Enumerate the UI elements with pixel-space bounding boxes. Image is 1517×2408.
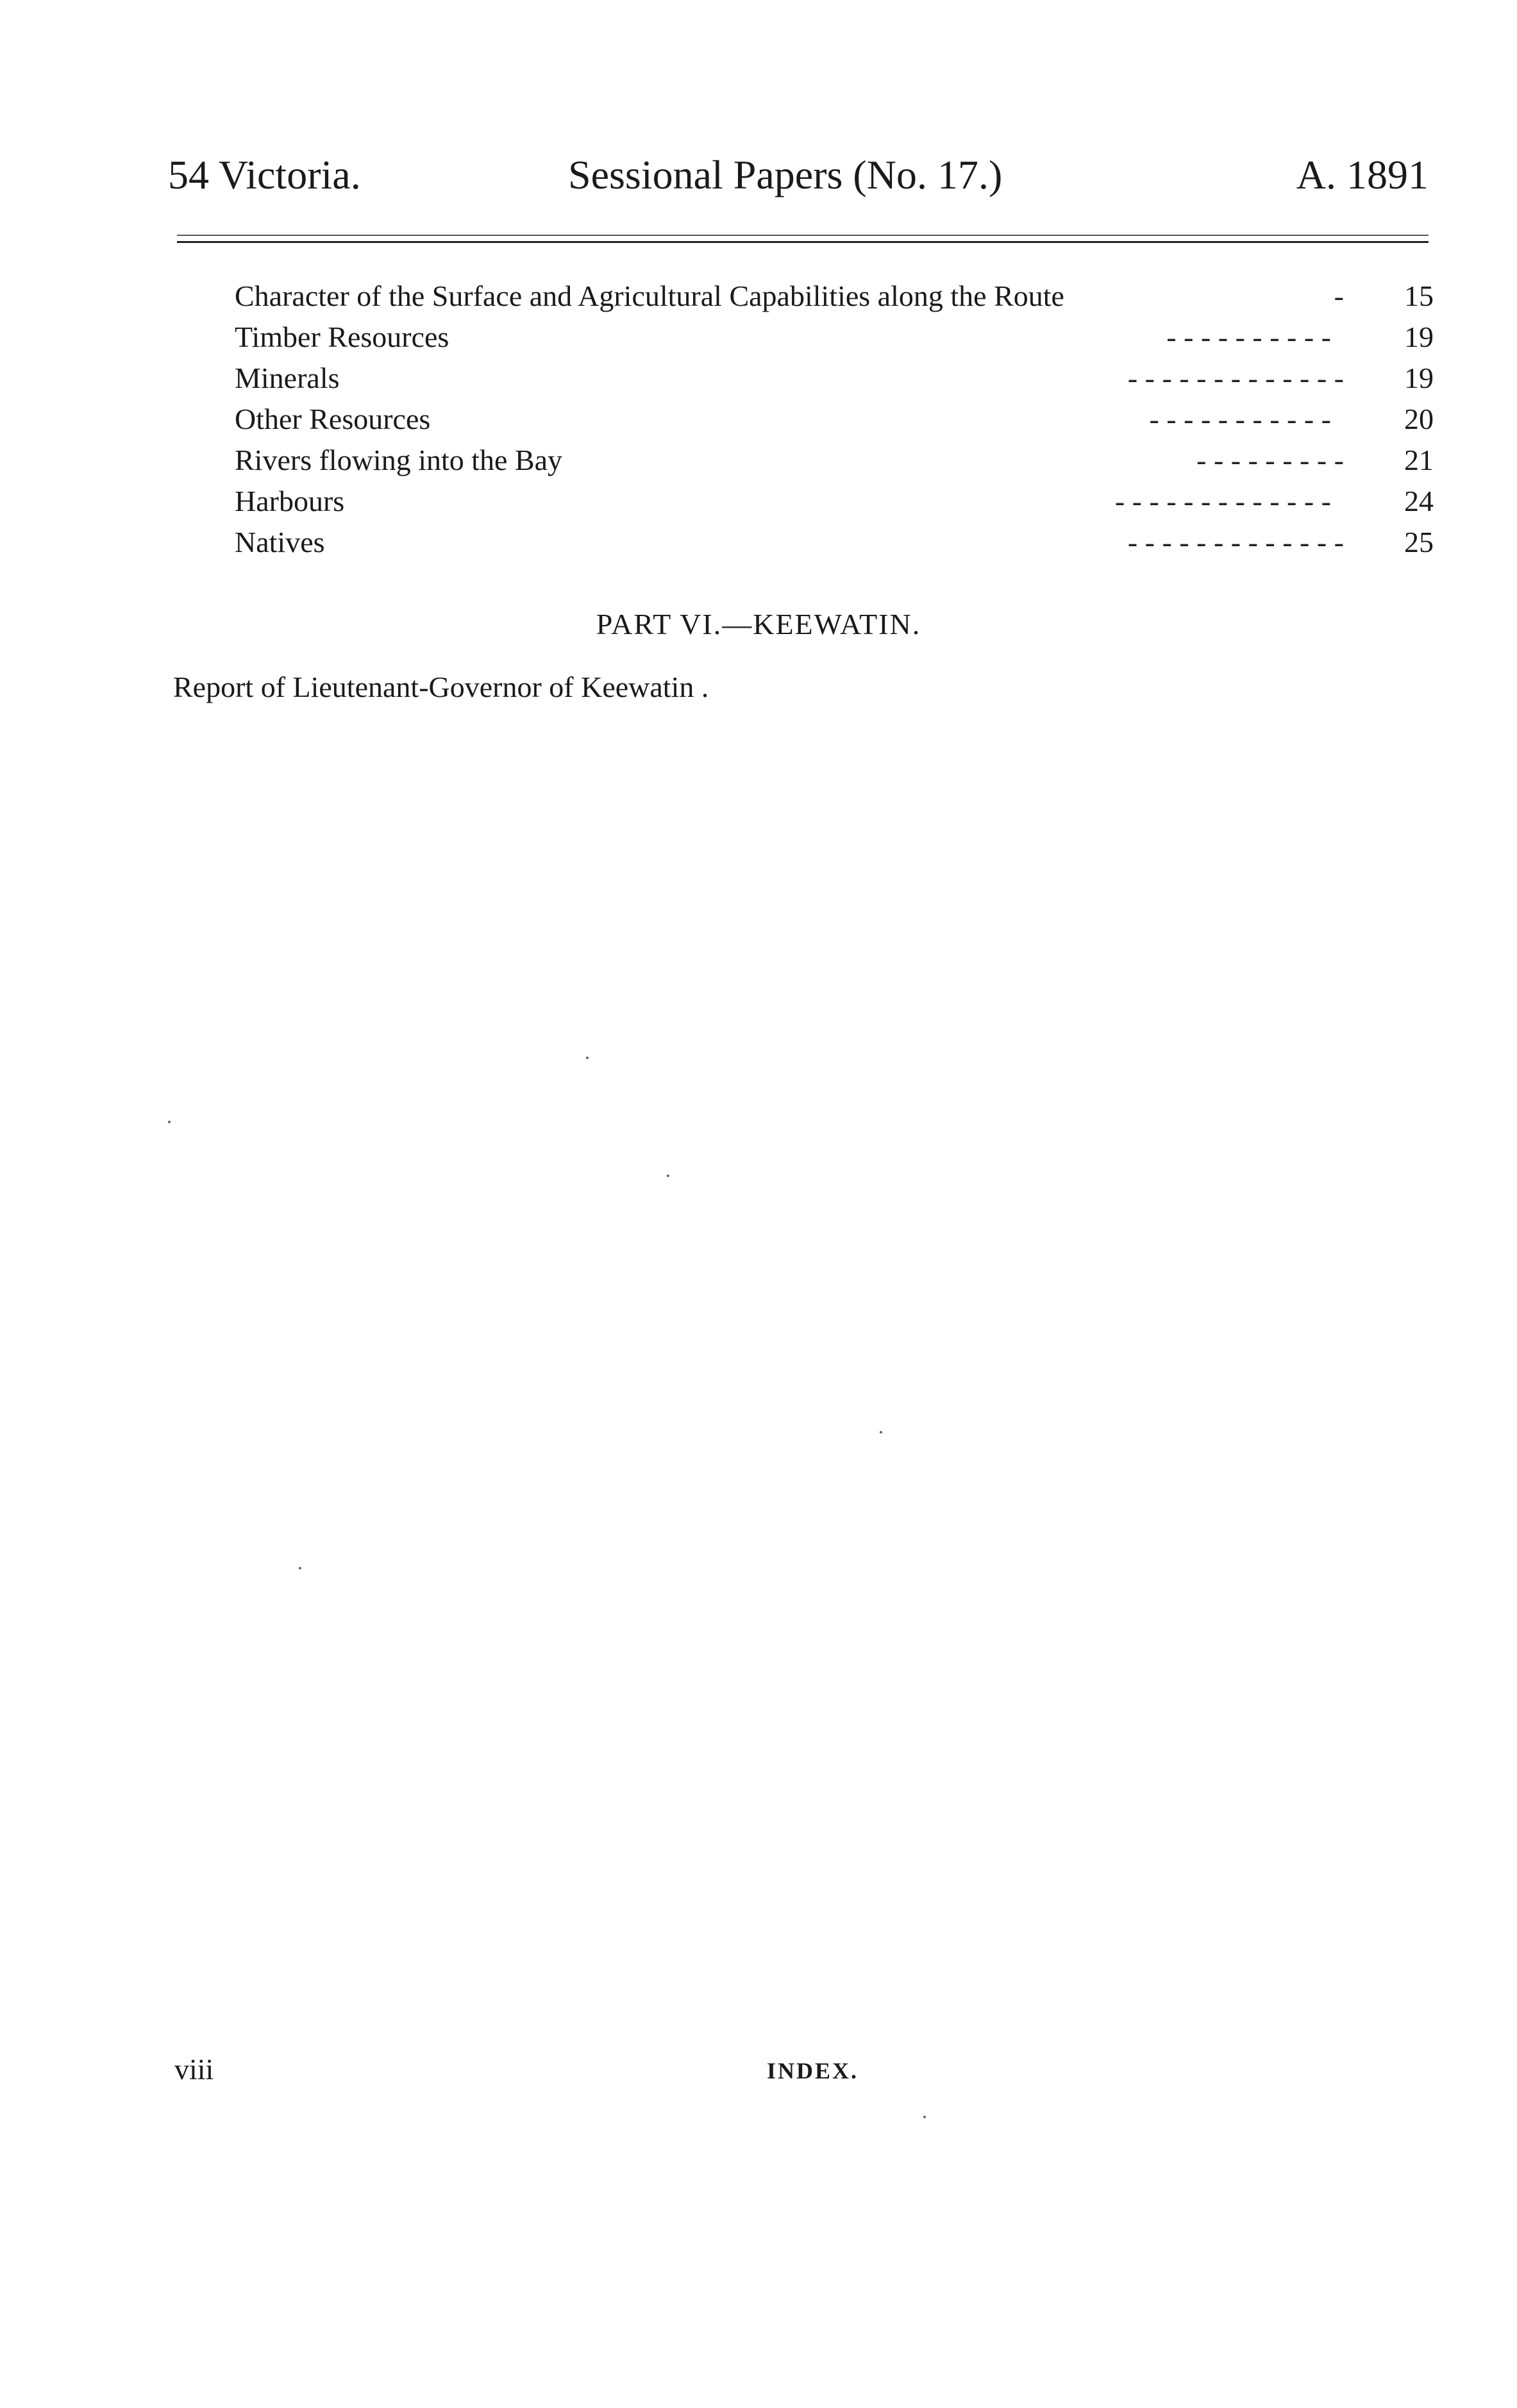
toc-entry bbox=[235, 317, 1434, 358]
toc-entry bbox=[235, 399, 1434, 440]
toc-entry bbox=[235, 522, 1434, 563]
scan-speck bbox=[880, 1431, 882, 1434]
toc-entry-leader: - - - - - - - - - - bbox=[1166, 321, 1331, 353]
toc-entry-title: Harbours bbox=[235, 485, 345, 517]
page-number: viii bbox=[174, 2053, 214, 2086]
table-of-contents bbox=[235, 276, 1434, 563]
part-heading: PART VI.—KEEWATIN. bbox=[596, 608, 921, 640]
toc-entry-page: 25 bbox=[1404, 526, 1434, 558]
toc-entry bbox=[235, 276, 1434, 317]
toc-entry-page: 15 bbox=[1404, 280, 1434, 312]
header-rule-thick bbox=[177, 241, 1429, 243]
toc-entry-page: 21 bbox=[1404, 444, 1434, 476]
toc-entry-page: 19 bbox=[1404, 362, 1434, 394]
toc-entry-title: Minerals bbox=[235, 362, 340, 394]
toc-entry-page: 19 bbox=[1404, 321, 1434, 353]
toc-entry-title: Rivers flowing into the Bay bbox=[235, 444, 563, 476]
toc-entry-leader: - bbox=[1334, 280, 1344, 312]
scan-speck bbox=[923, 2116, 926, 2118]
scan-speck bbox=[586, 1057, 589, 1059]
header-title: Sessional Papers (No. 17.) bbox=[568, 152, 1003, 197]
toc-entry-leader: - - - - - - - - - bbox=[1196, 444, 1344, 476]
report-entry: Report of Lieutenant-Governor of Keewatin . bbox=[173, 671, 709, 703]
footer-label: INDEX. bbox=[767, 2058, 859, 2084]
scan-speck bbox=[168, 1121, 171, 1123]
scan-speck bbox=[667, 1175, 669, 1177]
toc-entry-page: 20 bbox=[1404, 403, 1434, 435]
toc-entry-page: 24 bbox=[1404, 485, 1434, 517]
toc-entry-leader: - - - - - - - - - - - bbox=[1149, 403, 1331, 435]
toc-entry bbox=[235, 481, 1434, 522]
toc-entry-title: Character of the Surface and Agricultural Capabilities along the Route bbox=[235, 280, 1064, 312]
header-rule-thin bbox=[177, 235, 1429, 236]
toc-entry-title: Timber Resources bbox=[235, 321, 449, 353]
scan-speck bbox=[299, 1567, 301, 1569]
toc-entry-title: Natives bbox=[235, 526, 325, 558]
toc-entry bbox=[235, 358, 1434, 399]
toc-entry-leader: - - - - - - - - - - - - - bbox=[1127, 526, 1344, 558]
header-session: 54 Victoria. bbox=[168, 152, 361, 197]
running-header bbox=[168, 146, 1429, 204]
toc-entry-leader: - - - - - - - - - - - - - bbox=[1127, 362, 1344, 394]
header-year: A. 1891 bbox=[1296, 152, 1429, 197]
toc-entry bbox=[235, 440, 1434, 481]
toc-entry-leader: - - - - - - - - - - - - - bbox=[1114, 485, 1331, 517]
toc-entry-title: Other Resources bbox=[235, 403, 431, 435]
